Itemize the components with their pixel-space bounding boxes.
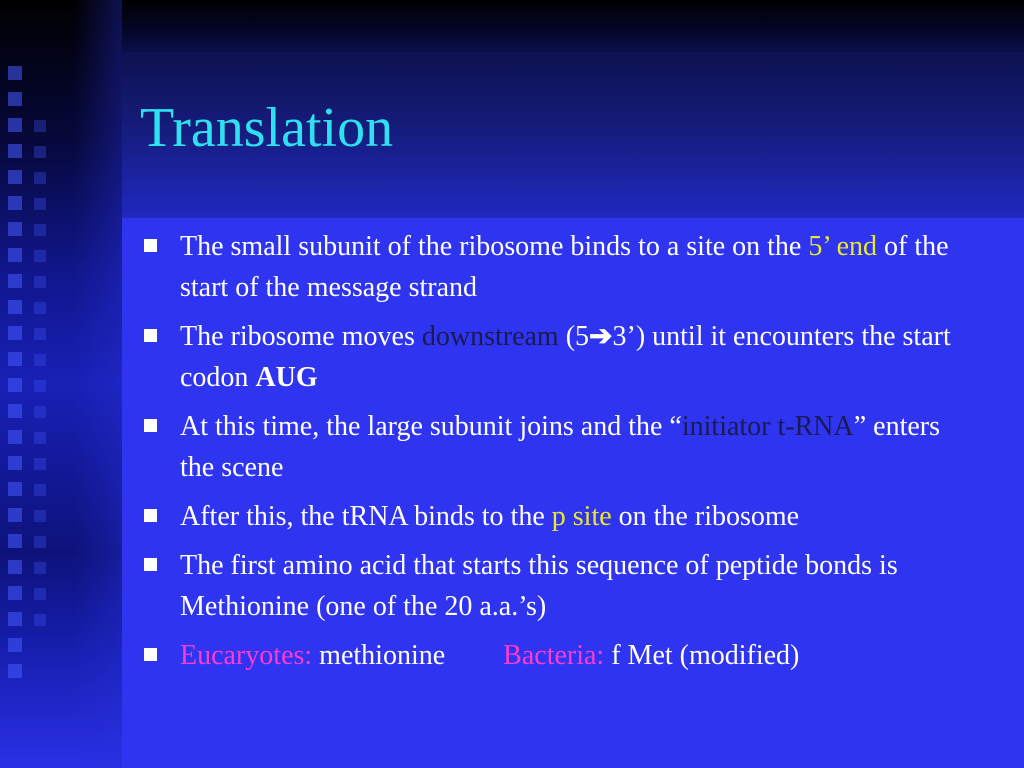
square-bullet-icon (144, 329, 157, 342)
bullet-text: ” enters the scene (180, 411, 941, 483)
label-eucaryotes: Eucaryotes: (180, 640, 313, 671)
bullet-text: After this, the tRNA binds to the (180, 501, 552, 532)
bullet-text: The ribosome moves (180, 321, 422, 352)
top-band (122, 0, 1024, 52)
slide-title: Translation (140, 97, 394, 159)
decorative-squares-inner (34, 120, 52, 640)
highlight-downstream: downstream (421, 321, 559, 352)
square-bullet-icon (144, 239, 157, 252)
bullet-item (142, 226, 972, 308)
bullet-item (142, 406, 972, 488)
highlight-5-prime-end: 5’ end (808, 231, 878, 262)
bullet-text: (5 (558, 321, 590, 352)
codon-aug: AUG (255, 362, 318, 393)
square-bullet-icon (144, 648, 157, 661)
bullet-text: 3’) until it encounters the start codon (180, 321, 951, 393)
decorative-squares (8, 66, 26, 690)
bullet-item (142, 635, 972, 676)
square-bullet-icon (144, 419, 157, 432)
bullet-item (142, 316, 972, 398)
label-bacteria: Bacteria: (503, 640, 605, 671)
arrow-right-icon: ➔ (589, 321, 613, 352)
bullet-text: on the ribosome (611, 501, 800, 532)
bullet-list (142, 226, 972, 684)
square-bullet-icon (144, 558, 157, 571)
left-decorative-strip (0, 0, 122, 768)
value-eucaryotes: methionine (312, 640, 446, 671)
value-bacteria: f Met (modified) (604, 640, 800, 671)
highlight-initiator-trna: initiator t-RNA (681, 411, 854, 442)
bullet-text: of the start of the message strand (180, 231, 949, 303)
highlight-p-site: p site (551, 501, 612, 532)
bullet-text: The small subunit of the ribosome binds to a site on the (180, 231, 809, 262)
bullet-item (142, 545, 972, 627)
bullet-item (142, 496, 972, 537)
bullet-text: The first amino acid that starts this sequence of peptide bonds is Methionine (one of the 20 a.a.’s) (180, 550, 898, 622)
bullet-text: At this time, the large subunit joins and the “ (180, 411, 682, 442)
square-bullet-icon (144, 509, 157, 522)
